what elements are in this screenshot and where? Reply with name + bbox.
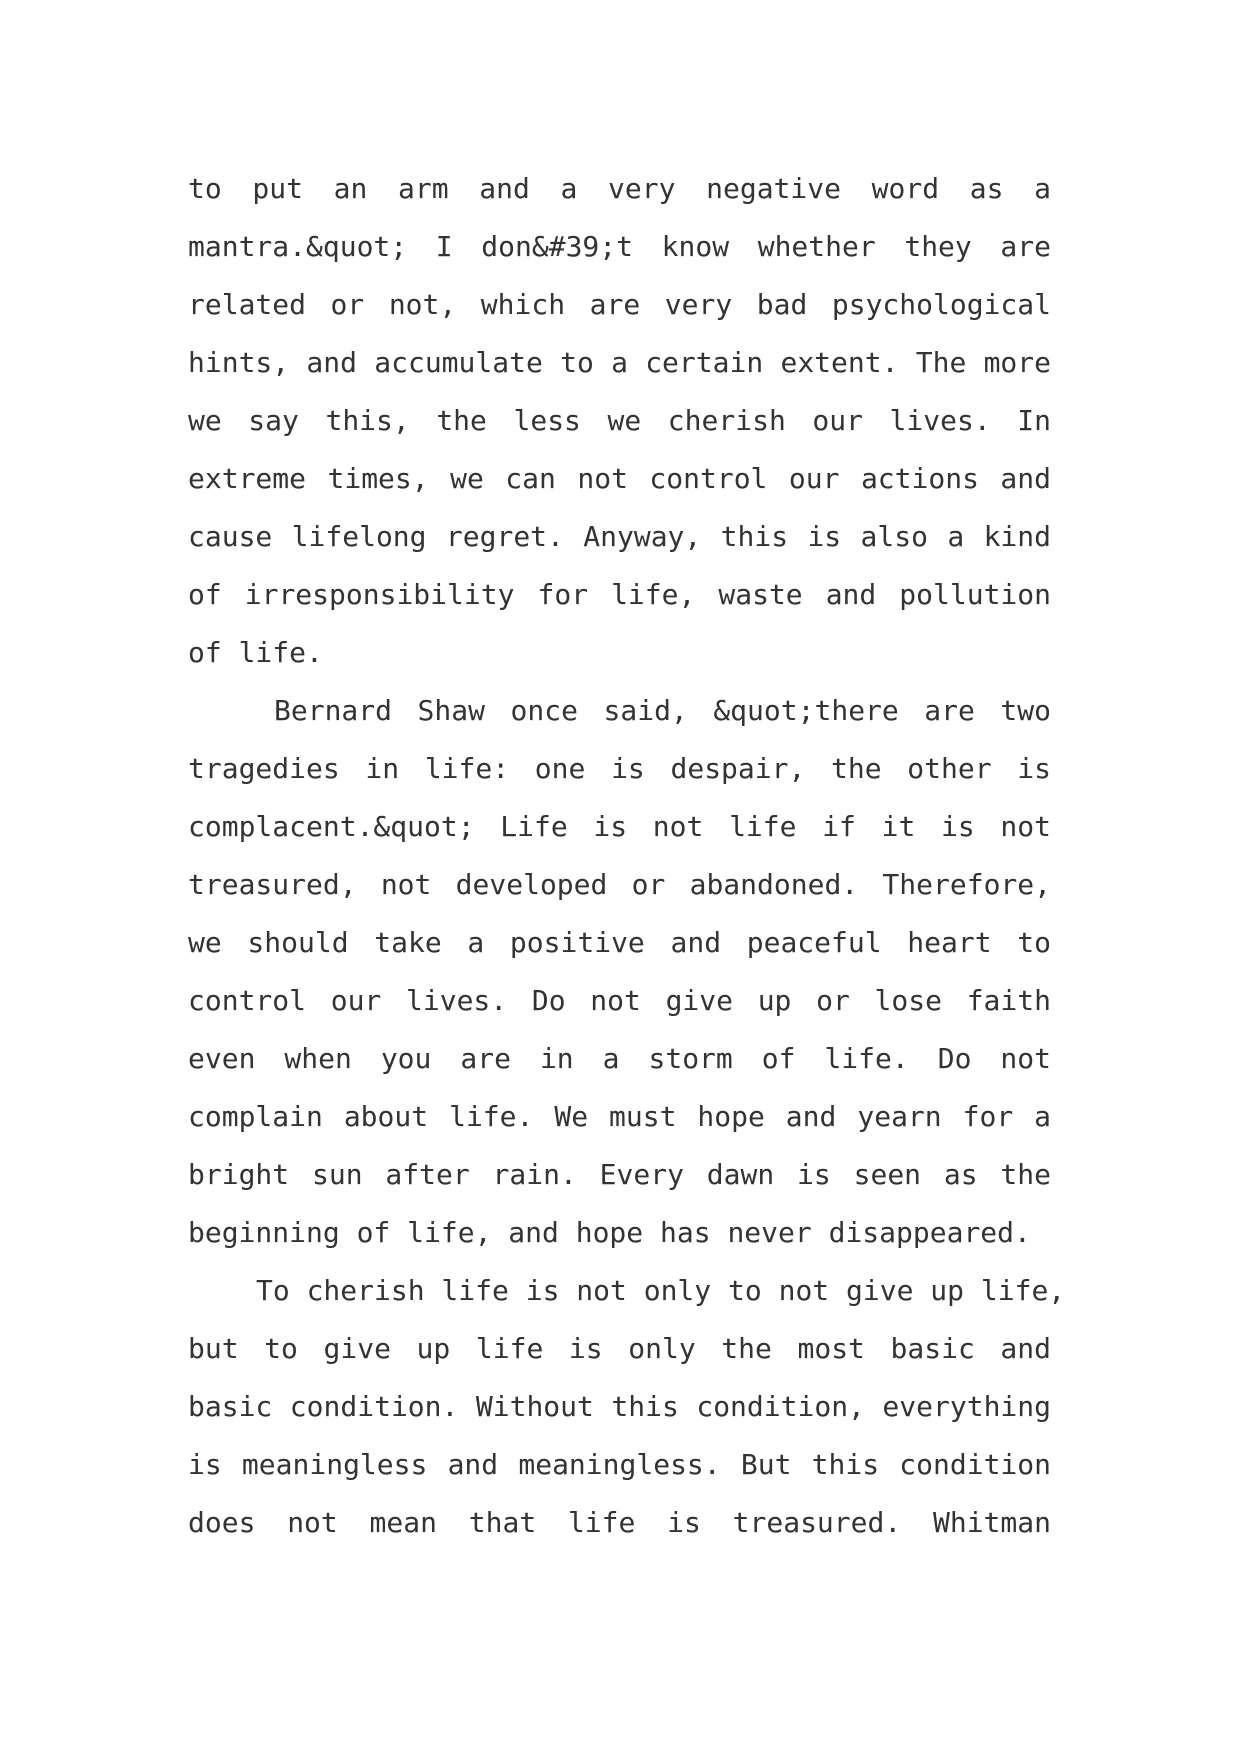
text-line: treasured, not developed or abandoned. Therefore,: [188, 868, 1051, 901]
text-line: hints, and accumulate to a certain extent. The more: [188, 346, 1051, 379]
text-line: is meaningless and meaningless. But this condition: [188, 1448, 1051, 1481]
text-line: bright sun after rain. Every dawn is seen as the: [188, 1158, 1051, 1191]
text-line: of life.: [188, 636, 323, 669]
text-line: even when you are in a storm of life. Do not: [188, 1042, 1051, 1075]
text-line: does not mean that life is treasured. Whitman: [188, 1506, 1051, 1539]
text-line: related or not, which are very bad psychological: [188, 288, 1051, 321]
text-line: we say this, the less we cherish our lives. In: [188, 404, 1051, 437]
text-line: tragedies in life: one is despair, the other is: [188, 752, 1051, 785]
text-line: control our lives. Do not give up or lose faith: [188, 984, 1051, 1017]
text-line: complacent.&quot; Life is not life if it is not: [188, 810, 1051, 843]
text-line: of irresponsibility for life, waste and pollution: [188, 578, 1051, 611]
text-line: extreme times, we can not control our actions and: [188, 462, 1051, 495]
text-line: cause lifelong regret. Anyway, this is also a kind: [188, 520, 1051, 553]
paragraph-start-line: Bernard Shaw once said, &quot;there are two: [274, 694, 1051, 727]
text-line: but to give up life is only the most basic and: [188, 1332, 1051, 1365]
body-text: [188, 160, 1066, 1552]
text-line: to put an arm and a very negative word as a: [188, 172, 1051, 205]
text-line: beginning of life, and hope has never disappeared.: [188, 1216, 1031, 1249]
text-line: basic condition. Without this condition, everything: [188, 1390, 1051, 1423]
text-line: complain about life. We must hope and yearn for a: [188, 1100, 1051, 1133]
text-line: we should take a positive and peaceful heart to: [188, 926, 1051, 959]
paragraph-start-line: To cherish life is not only to not give up life,: [256, 1274, 1066, 1307]
text-line: mantra.&quot; I don&#39;t know whether they are: [188, 230, 1051, 263]
